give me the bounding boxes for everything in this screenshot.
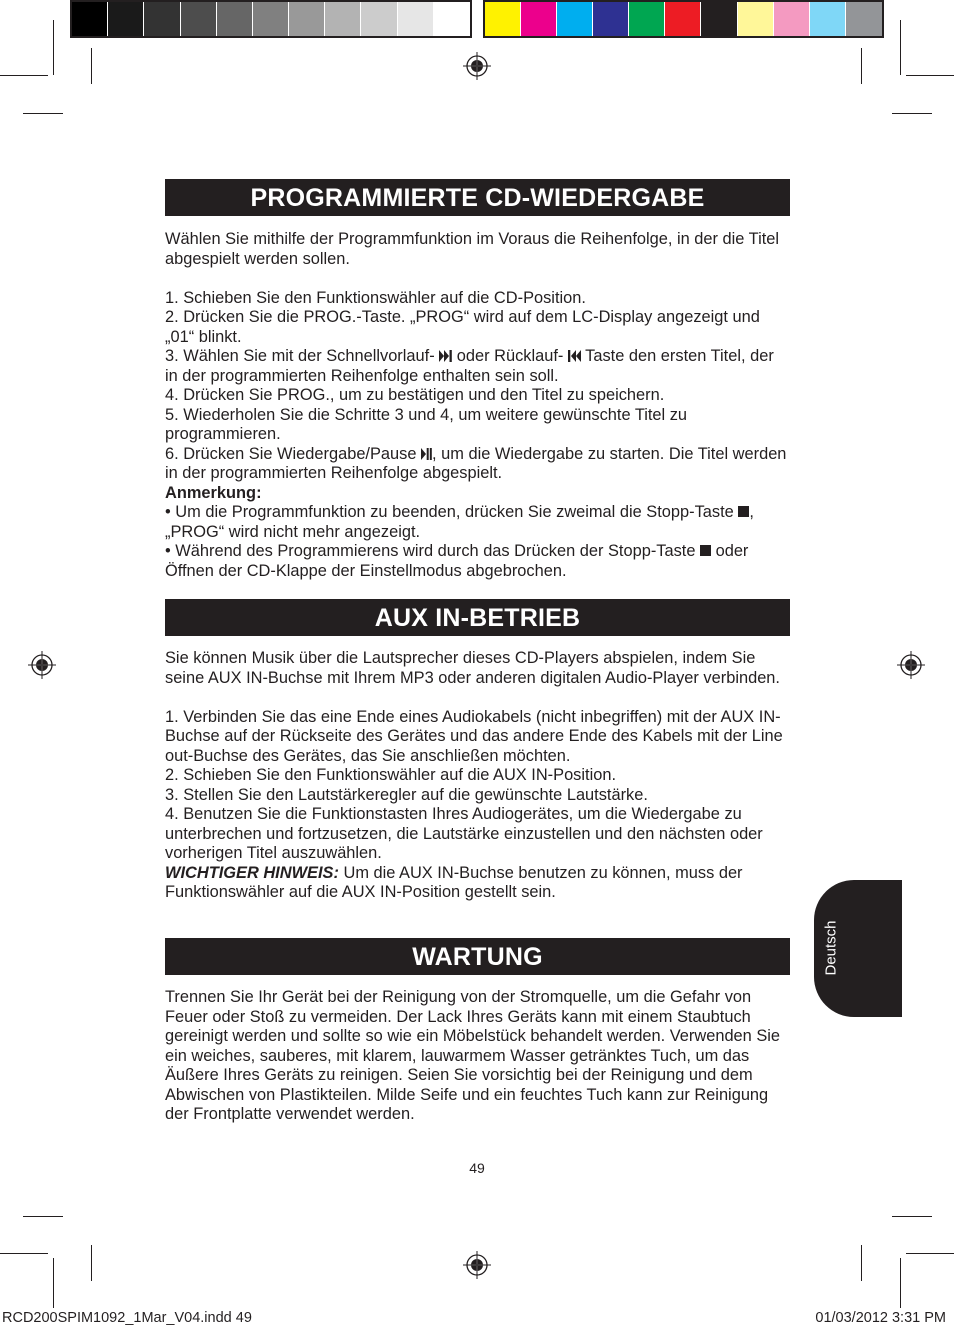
aux-body bbox=[165, 649, 791, 903]
programming-step: 4. Drücken Sie PROG., um zu bestätigen und den Titel zu speichern. bbox=[165, 386, 665, 404]
crop-mark bbox=[906, 75, 954, 76]
crop-mark bbox=[900, 1258, 901, 1308]
crop-mark bbox=[0, 1253, 48, 1254]
crop-mark bbox=[23, 1216, 63, 1217]
programming-step-text: Taste den ersten Titel, der in der programmierten Reihenfolge enthalten sein soll. bbox=[165, 347, 774, 385]
aux-step: 4. Benutzen Sie die Funktionstasten Ihres Audiogerätes, um die Wiedergabe zu unterbrechen und fortzusetzen, die Lautstärke einzustellen und den nächsten oder vorherigen Titel auszuwählen. bbox=[165, 805, 763, 862]
aux-intro: Sie können Musik über die Lautsprecher dieses CD-Players abspielen, indem Sie seine AUX IN-Buchse mit Ihrem MP3 oder anderen digitalen Audio-Player verbinden. bbox=[165, 649, 780, 687]
registration-mark-icon bbox=[462, 51, 492, 81]
color-swatch bbox=[738, 2, 774, 36]
section-title-care: WARTUNG bbox=[165, 938, 790, 975]
crop-mark bbox=[0, 75, 48, 76]
crop-mark bbox=[91, 1245, 92, 1281]
color-swatch bbox=[774, 2, 810, 36]
crop-mark bbox=[861, 1245, 862, 1281]
section-title-aux: AUX IN-BETRIEB bbox=[165, 599, 790, 636]
color-swatch bbox=[434, 2, 470, 36]
color-swatch bbox=[144, 2, 180, 36]
crop-mark bbox=[53, 20, 54, 75]
note-item bbox=[165, 542, 791, 581]
aux-warning bbox=[165, 864, 791, 903]
crop-mark bbox=[23, 113, 63, 114]
warning-text: Um die AUX IN-Buchse benutzen zu können, muss der Funktionswähler auf die AUX IN-Position gestellt sein. bbox=[165, 863, 743, 901]
color-swatch bbox=[72, 2, 108, 36]
stop-icon bbox=[700, 545, 711, 556]
programming-step-text: , um die Wiedergabe zu starten. Die Titel werden in der programmierten Reihenfolge abgespielt. bbox=[165, 444, 787, 482]
crop-mark bbox=[91, 48, 92, 84]
color-swatch bbox=[217, 2, 253, 36]
programming-step-text: oder Rücklauf- bbox=[452, 347, 568, 365]
color-swatch bbox=[485, 2, 521, 36]
programming-step bbox=[165, 445, 791, 484]
crop-mark bbox=[861, 48, 862, 84]
aux-step: 1. Verbinden Sie das eine Ende eines Audiokabels (nicht inbegriffen) mit der AUX IN-Buchse auf der Rückseite des Gerätes und das andere Ende des Kabels mit der Line out-Buchse des Gerätes, das Sie anschließen möchten. bbox=[165, 707, 783, 765]
programming-step: 2. Drücken Sie die PROG.-Taste. „PROG“ wird auf dem LC-Display angezeigt und „01“ blinkt. bbox=[165, 308, 760, 346]
crop-mark bbox=[53, 1258, 54, 1308]
color-swatch bbox=[701, 2, 737, 36]
color-swatch bbox=[593, 2, 629, 36]
slug-datetime: 01/03/2012 3:31 PM bbox=[815, 1310, 946, 1326]
slug-filename: RCD200SPIM1092_1Mar_V04.indd 49 bbox=[2, 1310, 252, 1326]
programming-step: 5. Wiederholen Sie die Schritte 3 und 4, um weitere gewünschte Titel zu programmieren. bbox=[165, 405, 688, 443]
color-swatch bbox=[325, 2, 361, 36]
color-swatch bbox=[629, 2, 665, 36]
color-swatch bbox=[521, 2, 557, 36]
stop-icon bbox=[738, 506, 749, 517]
programming-step bbox=[165, 347, 791, 386]
registration-mark-icon bbox=[462, 1250, 492, 1280]
note-text: oder Öffnen der CD-Klappe der Einstellmodus abgebrochen. bbox=[165, 542, 749, 580]
programming-step: 1. Schieben Sie den Funktionswähler auf die CD-Position. bbox=[165, 288, 586, 307]
note-text: • Um die Programmfunktion zu beenden, drücken Sie zweimal die Stopp-Taste bbox=[165, 503, 739, 521]
crop-mark bbox=[892, 113, 932, 114]
color-swatch bbox=[253, 2, 289, 36]
note-label: Anmerkung: bbox=[165, 483, 262, 502]
play-pause-icon bbox=[421, 448, 432, 460]
care-text: Trennen Sie Ihr Gerät bei der Reinigung von der Stromquelle, um die Gefahr von Feuer oder Stoß zu vermeiden. Der Lack Ihres Geräts kann mit einem Staubtuch gereinigt werden und sollte so wie ein Möbelstück behandelt werden. Verwenden Sie ein weiches, sauberes, mit klarem, lauwarmem Wasser getränktes Tuch, um das Äußere Ihres Geräts zu reinigen. Seien Sie vorsichtig bei der Reinigung und dem Abwischen von Plastikteilen. Milde Seife und ein feuchtes Tuch kann zur Reinigung der Frontplatte verwendet werden. bbox=[165, 988, 781, 1123]
process-color-bar bbox=[483, 0, 884, 38]
registration-mark-icon bbox=[896, 650, 926, 680]
color-swatch bbox=[846, 2, 882, 36]
aux-step: 3. Stellen Sie den Lautstärkeregler auf die gewünschte Lautstärke. bbox=[165, 785, 648, 804]
color-swatch bbox=[181, 2, 217, 36]
skip-forward-icon bbox=[439, 350, 452, 362]
programming-body bbox=[165, 230, 791, 581]
programming-step-text: 3. Wählen Sie mit der Schnellvorlauf- bbox=[165, 347, 440, 365]
section-title-programming: PROGRAMMIERTE CD-WIEDERGABE bbox=[165, 179, 790, 216]
note-item bbox=[165, 503, 791, 542]
color-swatch bbox=[398, 2, 434, 36]
color-swatch bbox=[557, 2, 593, 36]
crop-mark bbox=[906, 1253, 954, 1254]
page-number: 49 bbox=[469, 1160, 485, 1176]
note-text: • Während des Programmierens wird durch das Drücken der Stopp-Taste bbox=[165, 542, 701, 560]
warning-label: WICHTIGER HINWEIS: bbox=[165, 863, 339, 882]
registration-mark-icon bbox=[27, 650, 57, 680]
color-swatch bbox=[810, 2, 846, 36]
programming-intro: Wählen Sie mithilfe der Programmfunktion im Voraus die Reihenfolge, in der die Titel abgespielt werden sollen. bbox=[165, 230, 780, 268]
crop-mark bbox=[892, 1216, 932, 1217]
color-swatch bbox=[289, 2, 325, 36]
color-swatch bbox=[361, 2, 397, 36]
color-swatch bbox=[108, 2, 144, 36]
skip-back-icon bbox=[568, 350, 581, 362]
programming-step-text: 6. Drücken Sie Wiedergabe/Pause bbox=[165, 444, 422, 463]
grayscale-color-bar bbox=[70, 0, 472, 38]
crop-mark bbox=[900, 20, 901, 75]
care-body bbox=[165, 988, 791, 1125]
aux-step: 2. Schieben Sie den Funktionswähler auf die AUX IN-Position. bbox=[165, 766, 616, 784]
note-text: , „PROG“ wird nicht mehr angezeigt. bbox=[165, 503, 754, 541]
language-tab-label: Deutsch bbox=[822, 920, 840, 976]
color-swatch bbox=[665, 2, 701, 36]
